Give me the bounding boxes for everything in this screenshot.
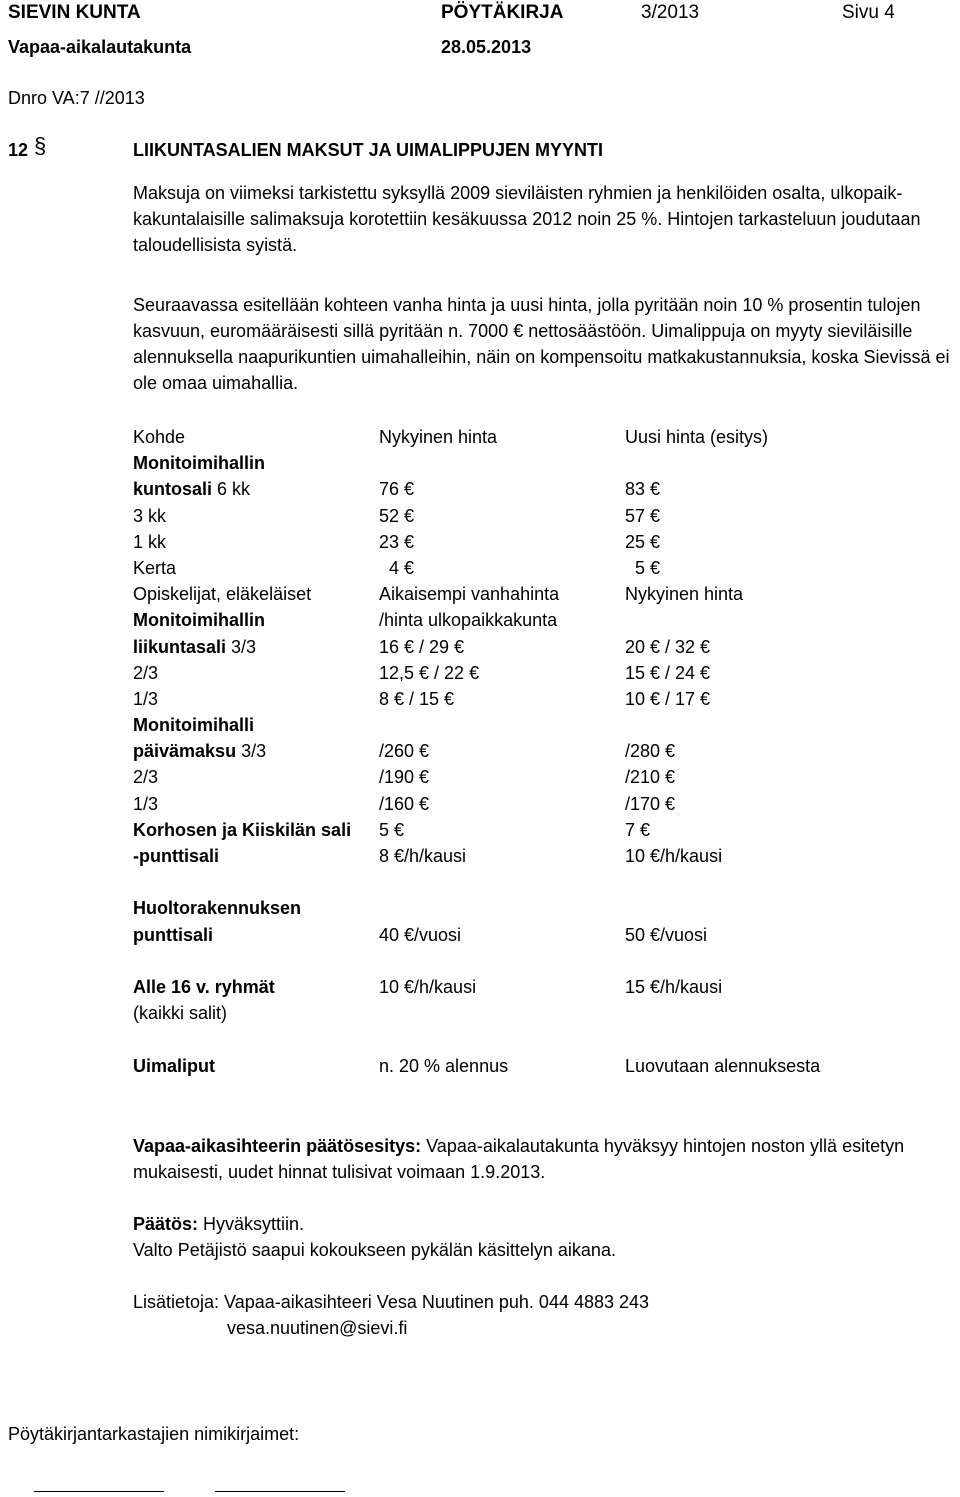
cell-kohde <box>133 476 250 502</box>
contact-email: vesa.nuutinen@sievi.fi <box>227 1318 408 1338</box>
cell-new-price: /170 € <box>625 793 676 814</box>
cell-kohde <box>133 581 311 607</box>
cell-kohde <box>133 503 166 529</box>
cell-kohde-detail: Opiskelijat, eläkeläiset <box>133 584 312 605</box>
cell-current-price: 8 €/h/kausi <box>379 846 467 866</box>
decision-paragraph <box>133 1211 953 1263</box>
proposal-paragraph <box>133 1133 953 1185</box>
committee-name: Vapaa-aikalautakunta <box>8 37 192 57</box>
section-mark: § <box>34 133 47 158</box>
cell-kohde-bold: Monitoimihalli <box>133 715 254 736</box>
cell-kohde <box>133 922 213 948</box>
cell-kohde <box>133 607 265 633</box>
cell-kohde-detail: 3 kk <box>133 505 167 526</box>
cell-kohde-bold: Alle 16 v. ryhmät <box>133 976 275 997</box>
cell-new-price: 15 € / 24 € <box>625 662 711 683</box>
cell-kohde-detail: 1/3 <box>133 793 159 814</box>
cell-kohde-bold: punttisali <box>133 924 213 945</box>
decision-text: Hyväksyttiin. <box>198 1214 305 1234</box>
cell-kohde <box>133 791 158 817</box>
cell-current-price: /hinta ulkopaikkakunta <box>379 610 558 631</box>
header-kohde: Kohde <box>133 427 186 447</box>
header-current-price: Nykyinen hinta <box>379 427 498 447</box>
cell-kohde <box>133 764 158 790</box>
cell-current-price: 23 € <box>379 531 415 552</box>
cell-current-price: Aikaisempi vanhahinta <box>379 584 560 605</box>
cell-kohde-detail: 6 kk <box>212 479 251 500</box>
doc-type: PÖYTÄKIRJA <box>441 2 564 23</box>
cell-kohde <box>133 555 176 581</box>
cell-kohde-detail: 3/3 <box>236 741 267 762</box>
decision-label: Päätös: <box>133 1214 199 1234</box>
cell-kohde-bold: Monitoimihallin <box>133 610 265 631</box>
cell-kohde-bold: Uimaliput <box>133 1055 216 1076</box>
cell-current-price: /160 € <box>379 793 430 814</box>
cell-current-price: 40 €/vuosi <box>379 924 462 945</box>
cell-kohde <box>133 712 254 738</box>
doc-number: 3/2013 <box>641 2 700 23</box>
cell-new-price: 10 € / 17 € <box>625 688 711 709</box>
cell-new-price: /210 € <box>625 767 676 788</box>
cell-kohde <box>133 895 301 921</box>
cell-new-price: 57 € <box>625 505 661 526</box>
cell-kohde-bold: Korhosen ja Kiiskilän sali <box>133 819 352 840</box>
proposal-label: Vapaa-aikasihteerin päätösesitys: <box>133 1136 422 1156</box>
cell-current-price: /190 € <box>379 767 430 788</box>
cell-kohde <box>133 738 266 764</box>
cell-kohde <box>133 529 166 555</box>
cell-kohde-detail: 1 kk <box>133 531 167 552</box>
cell-current-price: /260 € <box>379 741 430 762</box>
cell-kohde <box>133 1000 227 1026</box>
cell-kohde <box>133 843 219 869</box>
cell-current-price: 52 € <box>379 505 415 526</box>
cell-kohde <box>133 686 158 712</box>
signature-line-2 <box>215 1491 345 1492</box>
cell-kohde-bold: päivämaksu <box>133 741 237 762</box>
cell-kohde-detail: 1/3 <box>133 688 159 709</box>
explanation-paragraph <box>133 292 953 396</box>
paragraph-2: Seuraavassa esitellään kohteen vanha hinta ja uusi hinta, jolla pyritään noin 10 % prosentin tulojen kasvuun, euromääräisesti sillä pyritään n. 7000 € nettosäästöön. Uimalippuja on myyty sieviläisille alennuksella naapurikuntien uimahalleihin, näin on kompensoitu matkakustannuksia, koska Sievissä ei ole omaa uimahallia. <box>133 295 950 393</box>
cell-kohde-bold: Huoltorakennuksen <box>133 898 302 919</box>
cell-current-price: 10 €/h/kausi <box>379 976 477 997</box>
cell-kohde-bold: -punttisali <box>133 846 219 866</box>
section-number: 12 <box>8 140 29 160</box>
meeting-date: 28.05.2013 <box>441 37 532 57</box>
signatures-label: Pöytäkirjantarkastajien nimikirjaimet: <box>8 1424 300 1444</box>
cell-current-price: 16 € / 29 € <box>379 636 465 657</box>
cell-kohde <box>133 660 158 686</box>
cell-current-price: n. 20 % alennus <box>379 1055 509 1076</box>
decision-note: Valto Petäjistö saapui kokoukseen pykälän käsittelyn aikana. <box>133 1240 616 1260</box>
cell-kohde <box>133 634 256 660</box>
contact-line: Lisätietoja: Vapaa-aikasihteeri Vesa Nuutinen puh. 044 4883 243 <box>133 1292 650 1312</box>
cell-kohde <box>133 450 265 476</box>
cell-current-price: 5 € <box>379 819 405 840</box>
cell-new-price: /280 € <box>625 741 676 762</box>
cell-new-price: 10 €/h/kausi <box>625 846 723 866</box>
cell-kohde-detail: 3/3 <box>226 636 257 657</box>
cell-current-price: 4 € <box>379 557 415 578</box>
cell-new-price: 5 € <box>625 557 661 578</box>
cell-kohde <box>133 817 351 843</box>
proposal-text: Vapaa-aikalautakunta hyväksyy hintojen noston yllä esitetyn mukaisesti, uudet hinnat tulisivat voimaan 1.9.2013. <box>133 1136 905 1182</box>
signature-line-1 <box>34 1491 164 1492</box>
cell-new-price: 50 €/vuosi <box>625 924 708 945</box>
cell-kohde-detail: (kaikki salit) <box>133 1003 228 1024</box>
dnro: Dnro VA:7 //2013 <box>8 88 145 108</box>
cell-new-price: 7 € <box>625 819 651 840</box>
cell-current-price: 76 € <box>379 479 415 500</box>
cell-new-price: Luovutaan alennuksesta <box>625 1055 821 1076</box>
cell-current-price: 8 € / 15 € <box>379 688 455 709</box>
cell-kohde-detail: 2/3 <box>133 767 159 788</box>
cell-kohde-detail: 2/3 <box>133 662 159 683</box>
cell-kohde <box>133 1053 215 1079</box>
cell-new-price: 83 € <box>625 479 661 500</box>
cell-new-price: 15 €/h/kausi <box>625 976 723 997</box>
section-title: LIIKUNTASALIEN MAKSUT JA UIMALIPPUJEN MYYNTI <box>133 140 604 160</box>
intro-paragraph <box>133 180 953 258</box>
cell-kohde-bold: Monitoimihallin <box>133 453 265 474</box>
cell-new-price: 20 € / 32 € <box>625 636 711 657</box>
cell-kohde-bold: liikuntasali <box>133 636 227 657</box>
paragraph-1: Maksuja on viimeksi tarkistettu syksyllä 2009 sieviläisten ryhmien ja henkilöiden osalta, ulkopaikkakuntalaisille salimaksuja korotettiin kesäkuussa 2012 noin 25 %. Hintojen tarkasteluun joudutaan taloudellisista syistä. <box>133 183 921 255</box>
cell-kohde-bold: kuntosali <box>133 479 213 500</box>
page-number: Sivu 4 <box>842 2 895 23</box>
cell-current-price: 12,5 € / 22 € <box>379 662 480 683</box>
cell-kohde <box>133 974 275 1000</box>
header-new-price: Uusi hinta (esitys) <box>625 427 769 447</box>
cell-new-price: Nykyinen hinta <box>625 584 744 605</box>
org-name: SIEVIN KUNTA <box>8 2 141 23</box>
cell-new-price: 25 € <box>625 531 661 552</box>
cell-kohde-detail: Kerta <box>133 557 177 578</box>
